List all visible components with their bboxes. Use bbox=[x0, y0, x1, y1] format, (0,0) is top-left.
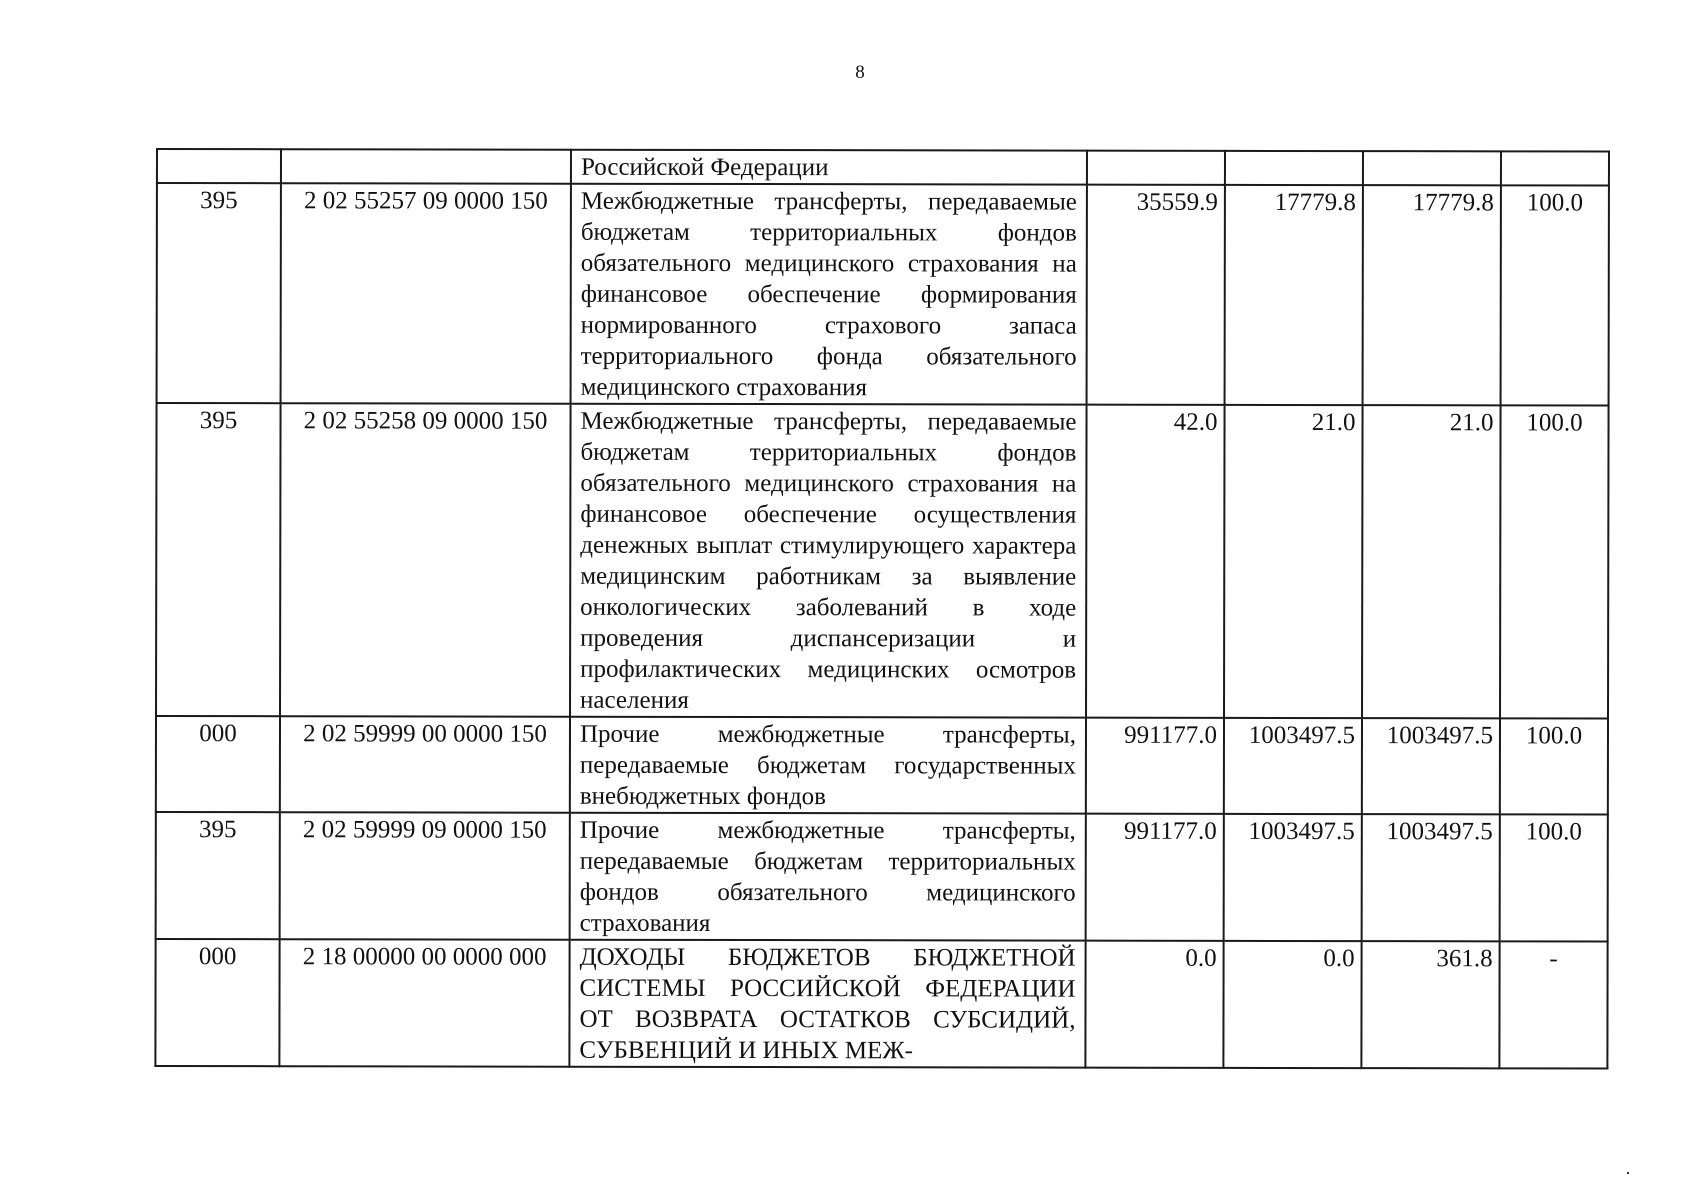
percent-cell: 100.0 bbox=[1500, 405, 1609, 718]
expected-cell bbox=[1225, 151, 1363, 185]
plan-cell: 42.0 bbox=[1086, 405, 1225, 718]
income-name-cell: Российской Федерации bbox=[571, 150, 1087, 185]
revenue-table bbox=[154, 148, 1610, 1070]
admin-code-cell: 395 bbox=[157, 183, 281, 403]
table-row bbox=[155, 939, 1607, 1069]
admin-code-cell: 000 bbox=[156, 716, 280, 812]
expected-cell: 1003497.5 bbox=[1224, 718, 1362, 814]
admin-code-cell: 395 bbox=[156, 812, 280, 939]
budget-code-cell: 2 02 59999 00 0000 150 bbox=[280, 716, 570, 813]
expected-cell: 1003497.5 bbox=[1224, 814, 1362, 941]
admin-code-cell: 000 bbox=[155, 939, 279, 1066]
page-number: 8 bbox=[855, 62, 865, 83]
scan-speck bbox=[1627, 1172, 1629, 1174]
fact-cell: 361.8 bbox=[1361, 941, 1499, 1068]
expected-cell: 21.0 bbox=[1224, 405, 1363, 718]
fact-cell: 1003497.5 bbox=[1362, 718, 1500, 814]
income-name-cell: Прочие межбюджетные трансферты, передаваемые бюджетам территориальных фондов обязательного медицинского страхования bbox=[570, 813, 1086, 941]
admin-code-cell bbox=[157, 149, 281, 183]
income-name-cell: Межбюджетные трансферты, передаваемые бюджетам территориальных фондов обязательного медицинского страхования на финансовое обеспечение осуществления денежных выплат стимулирующего характера медицинским работникам за выявление онкологических заболеваний в ходе проведения диспансеризации и профилактических медицинских осмотров населения bbox=[570, 404, 1087, 718]
income-name-cell: Межбюджетные трансферты, передаваемые бюджетам территориальных фондов обязательного медицинского страхования на финансовое обеспечение формирования нормированного страхового запаса территориального фонда обязательного медицинского страхования bbox=[571, 184, 1087, 405]
table-row bbox=[156, 716, 1608, 815]
plan-cell bbox=[1087, 151, 1225, 185]
plan-cell: 0.0 bbox=[1085, 941, 1223, 1068]
table-row bbox=[156, 403, 1609, 719]
expected-cell: 17779.8 bbox=[1225, 185, 1363, 405]
income-name-cell: ДОХОДЫ БЮДЖЕТОВ БЮДЖЕТНОЙ СИСТЕМЫ РОССИЙСКОЙ ФЕДЕРАЦИИ ОТ ВОЗВРАТА ОСТАТКОВ СУБСИДИЙ, СУБВЕНЦИЙ И ИНЫХ МЕЖ- bbox=[569, 940, 1085, 1068]
budget-code-cell: 2 02 55258 09 0000 150 bbox=[280, 403, 571, 717]
table-row bbox=[156, 812, 1608, 942]
table-row bbox=[157, 149, 1609, 186]
income-name-cell: Прочие межбюджетные трансферты, передаваемые бюджетам государственных внебюджетных фондов bbox=[570, 717, 1086, 814]
fact-cell bbox=[1363, 151, 1501, 185]
plan-cell: 35559.9 bbox=[1087, 185, 1225, 405]
percent-cell: - bbox=[1499, 941, 1607, 1068]
budget-code-cell: 2 02 55257 09 0000 150 bbox=[281, 183, 571, 404]
table-row bbox=[157, 183, 1609, 406]
percent-cell bbox=[1501, 151, 1609, 185]
fact-cell: 21.0 bbox=[1362, 405, 1501, 718]
plan-cell: 991177.0 bbox=[1086, 718, 1224, 814]
budget-code-cell: 2 02 59999 09 0000 150 bbox=[280, 812, 570, 940]
expected-cell: 0.0 bbox=[1223, 941, 1361, 1068]
fact-cell: 17779.8 bbox=[1363, 185, 1501, 405]
admin-code-cell: 395 bbox=[156, 403, 281, 716]
percent-cell: 100.0 bbox=[1501, 185, 1609, 405]
percent-cell: 100.0 bbox=[1500, 814, 1608, 941]
plan-cell: 991177.0 bbox=[1086, 814, 1224, 941]
fact-cell: 1003497.5 bbox=[1362, 814, 1500, 941]
budget-code-cell bbox=[281, 149, 571, 184]
budget-code-cell: 2 18 00000 00 0000 000 bbox=[279, 939, 569, 1067]
percent-cell: 100.0 bbox=[1500, 718, 1608, 814]
